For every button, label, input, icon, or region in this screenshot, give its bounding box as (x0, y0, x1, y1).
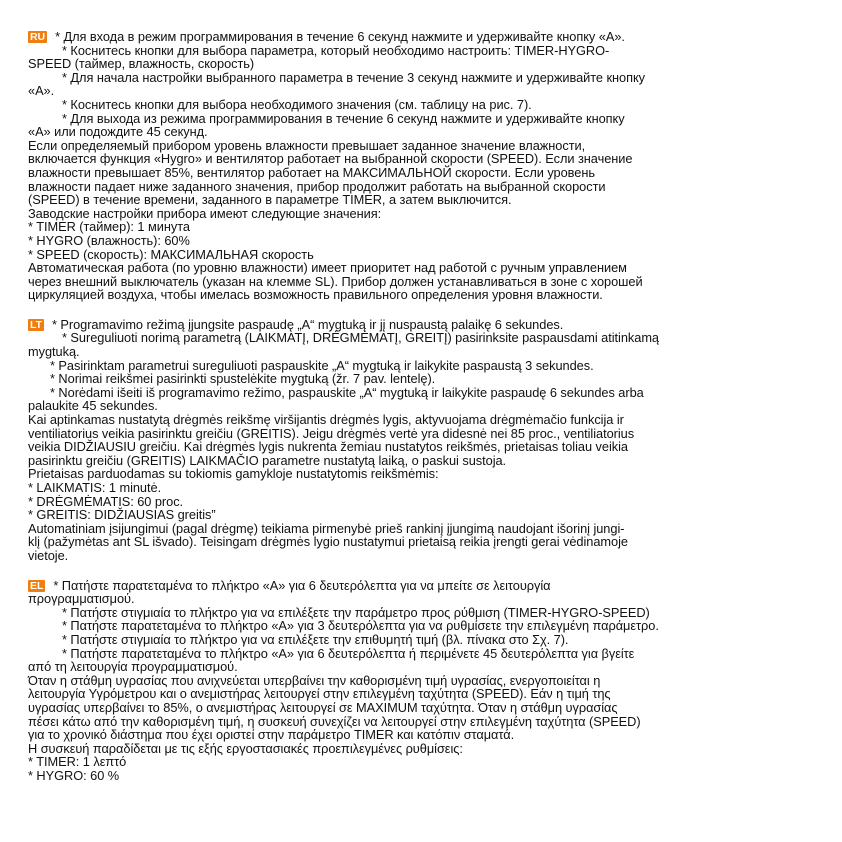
text-line: RU * Для входа в режим программирования в течение 6 секунд нажмите и удерживайте кнопку «А». (30, 29, 625, 44)
text-line: * TIMER (таймер): 1 минута (28, 219, 190, 235)
text-line: Kai aptinkamas nustatytą drėgmės reikšmę viršijantis drėgmės lygis, aktyvuojama drėgmėmačio funkcija ir (28, 412, 624, 428)
text-line: * DRĖGMĖMATIS: 60 proc. (28, 493, 184, 509)
text-line: * Πατήστε παρατεταμένα το πλήκτρο «A» για 3 δευτερόλεπτα για να ρυθμίσετε την επιλεγμένη παράμετρο. (62, 618, 659, 634)
text-line: «А» или подождите 45 секунд. (28, 124, 208, 140)
text-line: включается функция «Hygro» и вентилятор работает на выбранной скорости (SPEED). Если значение (28, 151, 633, 167)
text-line: * GREITIS: DIDŽIAUSIAS greitis” (28, 507, 216, 523)
text-line: * Sureguliuoti norimą parametrą (LAIKMATĮ, DRĖGMĖMATĮ, GREITĮ) pasirinksite paspausdami atitinkamą (62, 330, 659, 346)
text-line: ventiliatorius veikia pasirinktu greičiu (GREITIS). Jeigu drėgmės vertė yra didesnė nei 85 proc., ventiliatorius (28, 425, 635, 441)
text-line: λειτουργία Υγρόμετρου και ο ανεμιστήρας λειτουργεί στην επιλεγμένη ταχύτητα (SPEED). Εάν η τιμή της (28, 686, 611, 702)
language-badge-el: EL (30, 579, 44, 592)
text-line: влажности превышает 85%, вентилятор работает на МАКСИМАЛЬНОЙ скорости. Если уровень (28, 164, 595, 180)
text-line: LT * Programavimo režimą įjungsite paspaudę „A“ mygtuką ir jį nuspaustą palaikę 6 sekundes. (30, 316, 564, 332)
text-line: * Для выхода из режима программирования в течение 6 секунд нажмите и удерживайте кнопку (62, 110, 625, 126)
language-badge-lt: LT (30, 318, 42, 331)
text-line: από τη λειτουργία προγραμματισμού. (28, 659, 238, 675)
text-line: (SPEED) в течение времени, заданного в параметре TIMER, а затем выключится. (28, 192, 512, 208)
text-line: * Πατήστε στιγμιαία το πλήκτρο για να επιλέξετε την παράμετρο προς ρύθμιση (TIMER-HYGRO-SPEED) (62, 604, 650, 620)
section-ru (28, 30, 814, 302)
text-line: * Norimai reikšmei pasirinkti spustelėkite mygtuką (žr. 7 pav. lentelę). (50, 371, 436, 387)
text-line: * Pasirinktam parametrui sureguliuoti paspauskite „A“ mygtuką ir laikykite paspaustą 3 sekundes. (50, 357, 594, 373)
text-line: циркуляцией воздуха, чтобы имелась возможность правильного определения уровня влажности. (28, 287, 603, 303)
text-line: πέσει κάτω από την καθορισμένη τιμή, η συσκευή συνεχίζει να λειτουργεί στην επιλεγμένη ταχύτητα (SPEED) (28, 713, 641, 729)
instruction-page (28, 30, 814, 798)
text-line: Если определяемый прибором уровень влажности превышает заданное значение влажности, (28, 137, 586, 153)
text-line: για το χρονικό διάστημα που έχει οριστεί στην παράμετρο TIMER και κατόπιν σταματά. (28, 727, 515, 743)
text-line: veikia DIDŽIAUSIU greičiu. Kai drėgmės lygis nukrenta žemiau nustatytos reikšmės, prietaisas toliau veikia (28, 439, 628, 455)
text-line: * HYGRO (влажность): 60% (28, 232, 190, 248)
text-line: vietoje. (28, 547, 69, 563)
text-line: «А». (28, 83, 55, 99)
text-line: * Коснитесь кнопки для выбора необходимого значения (см. таблицу на рис. 7). (62, 96, 532, 112)
language-badge-ru: RU (30, 31, 46, 43)
text-line: υγρασίας υπερβαίνει το 85%, ο ανεμιστήρας λειτουργεί σε MAXIMUM ταχύτητα. Όταν η στάθμη υγρασίας (28, 699, 618, 715)
text-line: pasirinktu greičiu (GREITIS) LAIKMAČIO parametre nustatytą laiką, o paskui sustoja. (28, 452, 507, 468)
text-line: Automatiniam įsijungimui (pagal drėgmę) teikiama pirmenybė prieš rankinį įjungimą naudojant išorinį jungi- (28, 520, 625, 536)
text-line: Η συσκευή παραδίδεται με τις εξής εργοστασιακές προεπιλεγμένες ρυθμίσεις: (28, 740, 463, 756)
text-line: SPEED (таймер, влажность, скорость) (28, 56, 255, 72)
text-line: Автоматическая работа (по уровню влажности) имеет приоритет над работой с ручным управлением (28, 260, 627, 276)
text-line: * Коснитесь кнопки для выбора параметра, который необходимо настроить: TIMER-HYGRO- (62, 42, 610, 58)
text-line: * Πατήστε παρατεταμένα το πλήκτρο «A» για 6 δευτερόλεπτα ή περιμένετε 45 δευτερόλεπτα για βγείτε (62, 645, 635, 661)
text-line: через внешний выключатель (указан на клемме SL). Прибор должен устанавливаться в зоне с хорошей (28, 273, 643, 289)
text-line: * Πατήστε στιγμιαία το πλήκτρο για να επιλέξετε την επιθυμητή τιμή (βλ. πίνακα στο Σχ. 7). (62, 631, 569, 647)
text-line: Όταν η στάθμη υγρασίας που ανιχνεύεται υπερβαίνει την καθορισμένη τιμή υγρασίας, ενεργοποιείται η (28, 672, 601, 688)
text-line: * Norėdami išeiti iš programavimo režimo, paspauskite „A“ mygtuką ir laikykite paspaudę 6 sekundes arba (50, 384, 644, 400)
text-line: * LAIKMATIS: 1 minutė. (28, 480, 162, 495)
text-line: * Для начала настройки выбранного параметра в течение 3 секунд нажмите и удерживайте кнопку (62, 69, 646, 85)
text-line: * SPEED (скорость): МАКСИМАЛЬНАЯ скорость (28, 246, 314, 262)
text-line: * TIMER: 1 λεπτό (28, 754, 127, 770)
text-line: mygtuką. (28, 344, 80, 360)
text-line: Prietaisas parduodamas su tokiomis gamykloje nustatytomis reikšmėmis: (28, 466, 439, 482)
text-line: влажности падает ниже заданного значения, прибор продолжит работать на выбранной скорости (28, 178, 606, 194)
section-el (28, 579, 814, 783)
text-line: klį (pažymėtas ant SL išvado). Teisingam drėgmės lygio nustatymui prietaisą reikia įrengti gerai vėdinamoje (28, 534, 628, 550)
text-line: προγραμματισμού. (28, 591, 135, 607)
text-line: * HYGRO: 60 % (28, 767, 120, 783)
text-line: EL * Πατήστε παρατεταμένα το πλήκτρο «A» για 6 δευτερόλεπτα για να μπείτε σε λειτουργία (30, 577, 551, 593)
text-line: Заводские настройки прибора имеют следующие значения: (28, 205, 382, 221)
text-line: palaukite 45 sekundes. (28, 398, 158, 414)
section-lt (28, 318, 814, 563)
